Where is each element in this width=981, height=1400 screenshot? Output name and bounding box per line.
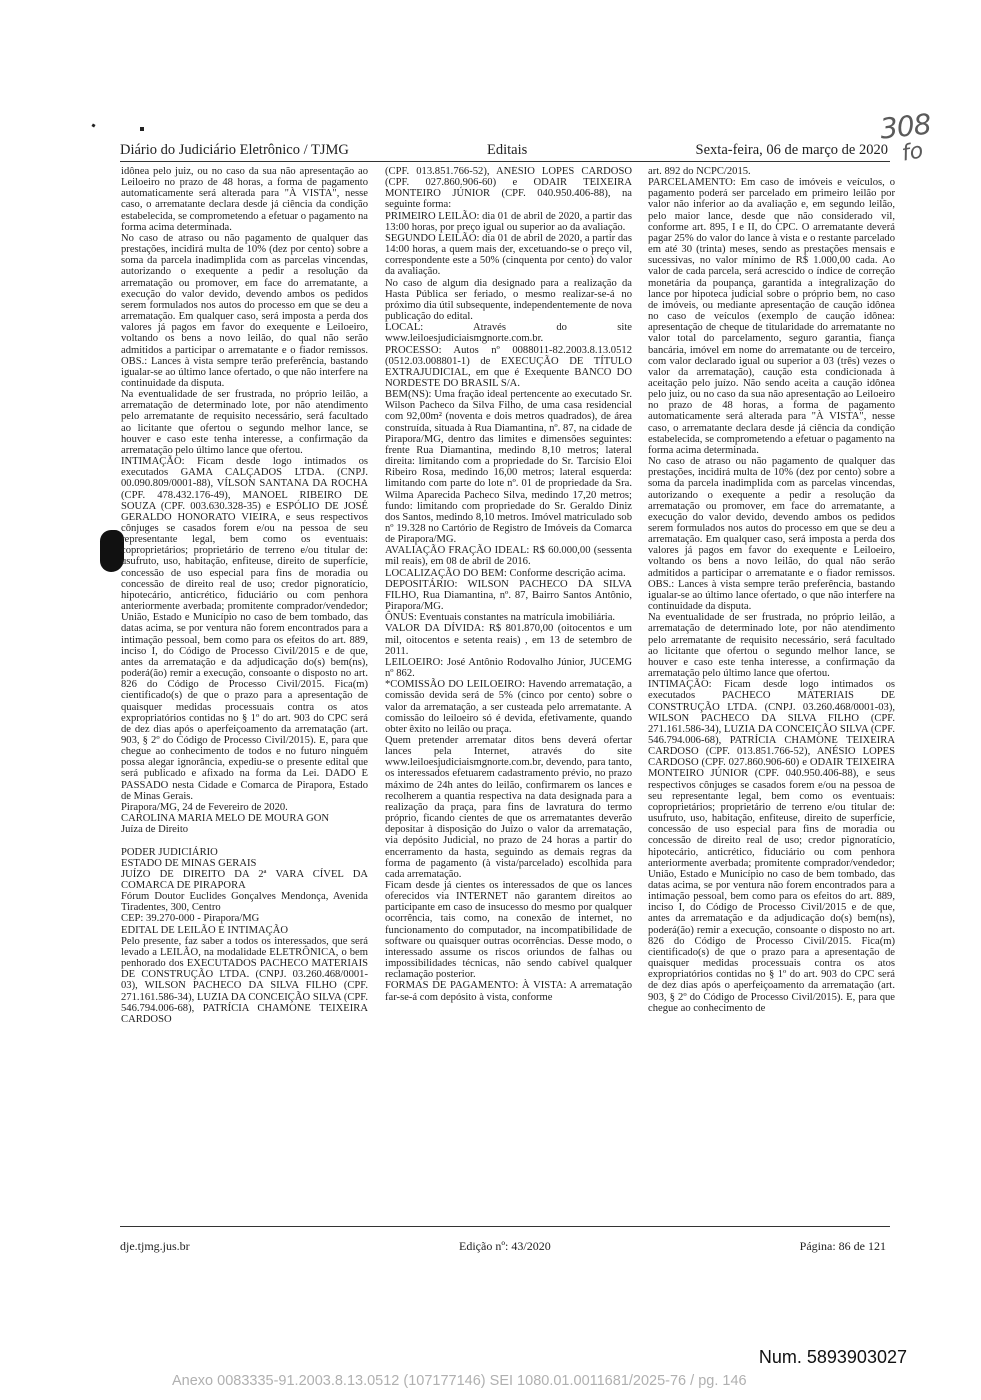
header-publication-title: Diário do Judiciário Eletrônico / TJMG	[120, 142, 349, 158]
scan-speck	[140, 127, 144, 131]
handwritten-mark: fo	[899, 138, 926, 167]
footer-edition: Edição nº: 43/2020	[459, 1239, 551, 1253]
footer-site: dje.tjmg.jus.br	[120, 1239, 190, 1253]
column-2-text: (CPF. 013.851.766-52), ANÉSIO LOPES CARDOSO (CPF. 027.860.906-60) e ODAIR TEIXEIRA MONTEIRO JÚNIOR (CPF. 040.950.406-88), na seguinte forma: PRIMEIRO LEILÃO: dia 01 de abril de 2020, a partir das 13:00 horas, por preço igual ou superior ao da avaliação. SEGUNDO LEILÃO: dia 01 de abril de 2020, a partir das 14:00 horas, a quem mais der, excetuando-se o preço vil, correspondente este a 50% (cinquenta por cento) do valor da avaliação. No caso de algum dia designado para a realização da Hasta Pública ser feriado, o mesmo realizar-se-á no próximo dia útil subsequente, independentemente de nova publicação do edital. LOCAL: Através do site www.leiloesjudiciaismgnorte.com.br. PROCESSO: Autos nº 0088011-82.2003.8.13.0512 (0512.03.008801-1) de EXECUÇÃO DE TÍTULO EXTRAJUDICIAL, em que é Exequente BANCO DO NORDESTE DO BRASIL S/A. BEM(NS): Uma fração ideal pertencente ao executado Sr. Wilson Pacheco da Silva Filho, de uma casa residencial com 92,00m² (noventa e dois metros quadrados), de área construída, situada à Rua Diamantina, nº. 87, na cidade de Pirapora/MG, dentro das limites e dimensões seguintes: frente Rua Diamantina, medindo 8,10 metros; lateral direita: limitando com a propriedade do Sr. Tarcísio Eloi Ribeiro Rosa, medindo 16,00 metros; lateral esquerda: limitando com parte do lote nº. 01 de propriedade da Sra. Wilma Aparecida Pacheco Silva, medindo 17,20 metros; fundo: limitando com propriedade do Sr. Geraldo Diniz dos Santos, medindo 8,10 metros. Imóvel matriculado sob nº 19.328 no Cartório de Registro de Imóveis da Comarca de Pirapora/MG. AVALIAÇÃO FRAÇÃO IDEAL: R$ 60.000,00 (sessenta mil reais), em 08 de abril de 2016. LOCALIZAÇÃO DO BEM: Conforme descrição acima. DEPOSITÁRIO: WILSON PACHECO DA SILVA FILHO, Rua Diamantina, nº. 87, Bairro Santos Antônio, Pirapora/MG. ÔNUS: Eventuais constantes na matrícula imobiliária. VALOR DA DÍVIDA: R$ 801.870,00 (oitocentos e um mil, oitocentos e setenta reais) , em 13 de setembro de 2011. LEILOEIRO: José Antônio Rodovalho Júnior, JUCEMG nº 862. *COMISSÃO DO LEILOEIRO: Havendo arrematação, a comissão devida será de 5% (cinco por cento) sobre o valor da arrematação, a ser custeada pelo arrematante. A comissão do leiloeiro só é devida, efetivamente, quando obter êxito no leilão ou praça. Quem pretender arrematar ditos bens deverá ofertar lances pela Internet, através do site www.leiloesjudiciaismgnorte.com.br, devendo, para tanto, os interessados efetuarem cadastramento prévio, no prazo máximo de 24h antes do leilão, confirmarem os lances e recolherem a quantia respectiva na data designada para a realização da praça, para fins de lavratura do termo próprio, ficando cientes de que os arrematantes deverão depositar à disposição do Juízo o valor da arrematação, via depósito Judicial, no prazo de 24 horas a partir do encerramento da hasta, seguindo as demais regras da forma de pagamento (à vista/parcelado) escolhida para cada arrematação. Ficam desde já cientes os interessados de que os lances oferecidos via INTERNET não garantem direitos ao participante em caso de insucesso do mesmo por qualquer ocorrência, tais como, na conexão de internet, no funcionamento do computador, na incompatibilidade de software ou quaisquer outras ocorrências. Desse modo, o interessado assume os riscos oriundos de falhas ou impossibilidades técnicas, não sendo cabível qualquer reclamação posterior. FORMAS DE PAGAMENTO: À VISTA: A arrematação far-se-á com depósito à vista, conforme	[385, 166, 632, 1003]
page-header	[120, 140, 892, 162]
text-column-3	[648, 166, 895, 1216]
text-column-1	[121, 166, 368, 1216]
document-number: Num. 5893903027	[758, 1347, 907, 1367]
page-footer	[120, 1239, 892, 1257]
column-3-text: art. 892 do NCPC/2015. PARCELAMENTO: Em caso de imóveis e veículos, o pagamento poderá ser parcelado em primeiro leilão por valor não inferior ao da avaliação e, em segundo leilão, pelo maior lance, desde que não considerado vil, conforme art. 895, I e II, do CPC. O arrematante deverá pagar 25% do valor do lance à vista e o restante parcelado em até 30 (trinta) meses, sendo as prestações mensais e sucessivas, no valor mínimo de R$ 1.000,00 cada. Ao valor de cada parcela, será acrescido o índice de correção monetária da poupança, garantida a integralização do lance por hipoteca judicial sobre o próprio bem, no caso de imóveis, ou mediante apresentação de caução idônea no caso de veículos (exemplo de caução idônea: apresentação de cheque de titularidade do arrematante no valor total do parcelamento, seguro garantia, fiança bancária, imóvel em nome do arrematante ou de terceiro, com valor declarado igual ou superior a 03 (três) vezes o valor da arrematação), caução esta condicionada à aceitação pelo juízo. Não sendo aceita a caução idônea pelo juiz, ou no caso da sua não apresentação ao Leiloeiro no prazo de 48 horas, a forma de pagamento automaticamente será alterada para "À VISTA", nesse caso, o arrematante declara desde já ciência da condição estabelecida, se comprometendo a efetuar o pagamento na forma acima determinada. No caso de atraso ou não pagamento de qualquer das prestações, incidirá multa de 10% (dez por cento) sobre a soma da parcela inadimplida com as parcelas vincendas, autorizando o exequente a pedir a resolução da arrematação ou promover, em face do arrematante, a execução do valor devido, devendo ambos os pedidos serem formulados nos autos do processo em que se deu a arrematação. Em qualquer caso, será imposta a perda dos valores já pagos em favor do exequente e Leiloeiro, voltando os bens a novo leilão, do qual não serão admitidos a participar o arrematante e o fiador remissos. OBS.: Lances à vista sempre terão preferência, bastando igualar-se ao último lance ofertado, o que não interfere na continuidade da disputa. Na eventualidade de ser frustrada, no próprio leilão, a arrematação de determinado lote, por não atendimento pelo arrematante de requisito necessário, será facultado ao licitante que ofertou o segundo melhor lance, se houver e caso este tenha interesse, a confirmação da arrematação pelo último lance que ofertou. INTIMAÇÃO: Ficam desde logo intimados os executados PACHECO MATERIAIS DE CONSTRUÇÃO LTDA. (CNPJ. 03.260.468/0001-03), WILSON PACHECO DA SILVA FILHO (CPF. 271.161.586-34), LUZIA DA CONCEIÇÃO SILVA (CPF. 546.794.006-68), PATRÍCIA CHAMONE TEIXEIRA CARDOSO (CPF. 013.851.766-52), ANÉSIO LOPES CARDOSO (CPF. 027.860.906-60) e ODAIR TEIXEIRA MONTEIRO JÚNIOR (CPF. 040.950.406-88), e seus respectivos cônjuges se casados forem e/ou na pessoa de seu representante legal, bem como os eventuais: coproprietários; proprietário de terreno e/ou titular de: usufruto, uso, habitação, enfiteuse, direito de superfície, concessão de uso especial para fins de moradia ou concessão de direito real de uso; credor pignoratício, hipotecário, anticrético, fiduciário ou com penhora anteriormente averbada; promitente comprador/vendedor; União, Estado e Município no caso de bem tombado, das datas acima, se por ventura não forem encontrados para a intimação pessoal, bem como para os efeitos do art. 889, inciso I, do Código de Processo Civil/2015 e de que, antes da arrematação e da adjudicação do(s) bem(ns), poderá(ão) remir a execução, consoante o disposto no art. 826 do Código de Processo Civil/2015. Fica(m) cientificado(s) de que o prazo para a apresentação de quaisquer medidas processuais contra os atos expropriatórios contidas no § 1º do art. 903 do CPC será de dez dias após o aperfeiçoamento da arrematação (art. 903, § 2º do Código de Processo Civil/2015). E, para que chegue ao conhecimento de	[648, 166, 895, 1014]
footer-page-number: Página: 86 de 121	[799, 1239, 886, 1253]
handwritten-page-number: 308	[878, 107, 933, 146]
header-date: Sexta-feira, 06 de março de 2020	[695, 142, 888, 158]
header-section-title: Editais	[487, 142, 528, 158]
scan-speck	[91, 123, 95, 127]
annex-stamp: Anexo 0083335-91.2003.8.13.0512 (107177146) SEI 1080.01.0011681/2025-76 / pg. 146	[172, 1373, 747, 1389]
header-rule	[120, 161, 890, 162]
footer-rule	[120, 1226, 890, 1227]
column-1-text: idônea pelo juiz, ou no caso da sua não apresentação ao Leiloeiro no prazo de 48 horas, a forma de pagamento automaticamente será alterada para "À VISTA", nesse caso, o arrematante declara desde já ciência da condição estabelecida, se comprometendo a efetuar o pagamento na forma acima determinada. No caso de atraso ou não pagamento de qualquer das prestações, incidirá multa de 10% (dez por cento) sobre a soma da parcela inadimplida com as parcelas vincendas, autorizando o exequente a pedir a resolução da arrematação ou promover, em face do arrematante, a execução do valor devido, devendo ambos os pedidos serem formulados nos autos do processo em que se deu a arrematação. Em qualquer caso, será imposta a perda dos valores já pagos em favor do exequente e Leiloeiro, voltando os bens a novo leilão, do qual não serão admitidos a participar o arrematante e o fiador remissos. OBS.: Lances à vista sempre terão preferência, bastando igualar-se ao último lance ofertado, o que não interfere na continuidade da disputa. Na eventualidade de ser frustrada, no próprio leilão, a arrematação de determinado lote, por não atendimento pelo arrematante de requisito necessário, será facultado ao licitante que ofertou o segundo melhor lance, se houver e caso este tenha interesse, a confirmação da arrematação pelo último lance que ofertou. INTIMAÇÃO: Ficam desde logo intimados os executados GAMA CALÇADOS LTDA. (CNPJ. 00.090.809/0001-88), VÍLSON SANTANA DA ROCHA (CPF. 478.432.176-49), MANOEL RIBEIRO DE SOUZA (CPF. 003.630.328-35) e ESPÓLIO DE JOSÉ GERALDO HONORATO VIEIRA, e seus respectivos cônjuges se casados forem e/ou na pessoa de seu representante legal, bem como os eventuais: coproprietários; proprietário de terreno e/ou titular de: usufruto, uso, habitação, enfiteuse, direito de superfície, concessão de uso especial para fins de moradia ou concessão de direito real de uso; credor pignoratício, hipotecário, anticrético, fiduciário ou com penhora anteriormente averbada; promitente comprador/vendedor; União, Estado e Município no caso de bem tombado, das datas acima, se por ventura não forem encontrados para a intimação pessoal, bem como para os efeitos do art. 889, inciso I, do Código de Processo Civil/2015 e de que, antes da arrematação e da adjudicação do(s) bem(ns), poderá(ão) remir a execução, consoante o disposto no art. 826 do Código de Processo Civil/2015. Fica(m) cientificado(s) de que o prazo para a apresentação de quaisquer medidas processuais contra os atos expropriatórios contidas no § 1º do art. 903 do CPC será de dez dias após o aperfeiçoamento da arrematação (art. 903, § 2º do Código de Processo Civil/2015). E, para que chegue ao conhecimento de todos e no futuro ninguém possa alegar ignorância, expediu-se o presente edital que será publicado e afixado na forma da Lei. DADO E PASSADO nesta Cidade e Comarca de Pirapora, Estado de Minas Gerais. Pirapora/MG, 24 de Fevereiro de 2020. CAROLINA MARIA MELO DE MOURA GON Juíza de Direito PODER JUDICIÁRIO ESTADO DE MINAS GERAIS JUÍZO DE DIREITO DA 2ª VARA CÍVEL DA COMARCA DE PIRAPORA Fórum Doutor Euclides Gonçalves Mendonça, Avenida Tiradentes, 300, Centro CEP: 39.270-000 - Pirapora/MG EDITAL DE LEILÃO E INTIMAÇÃO Pelo presente, faz saber a todos os interessados, que será levado a LEILÃO, na modalidade ELETRÔNICA, o bem penhorado dos EXECUTADOS PACHECO MATERIAIS DE CONSTRUÇÃO LTDA. (CNPJ. 03.260.468/0001-03), WILSON PACHECO DA SILVA FILHO (CPF. 271.161.586-34), LUZIA DA CONCEIÇÃO SILVA (CPF. 546.794.006-68), PATRÍCIA CHAMONE TEIXEIRA CARDOSO	[121, 166, 368, 1025]
text-column-2	[385, 166, 632, 1216]
